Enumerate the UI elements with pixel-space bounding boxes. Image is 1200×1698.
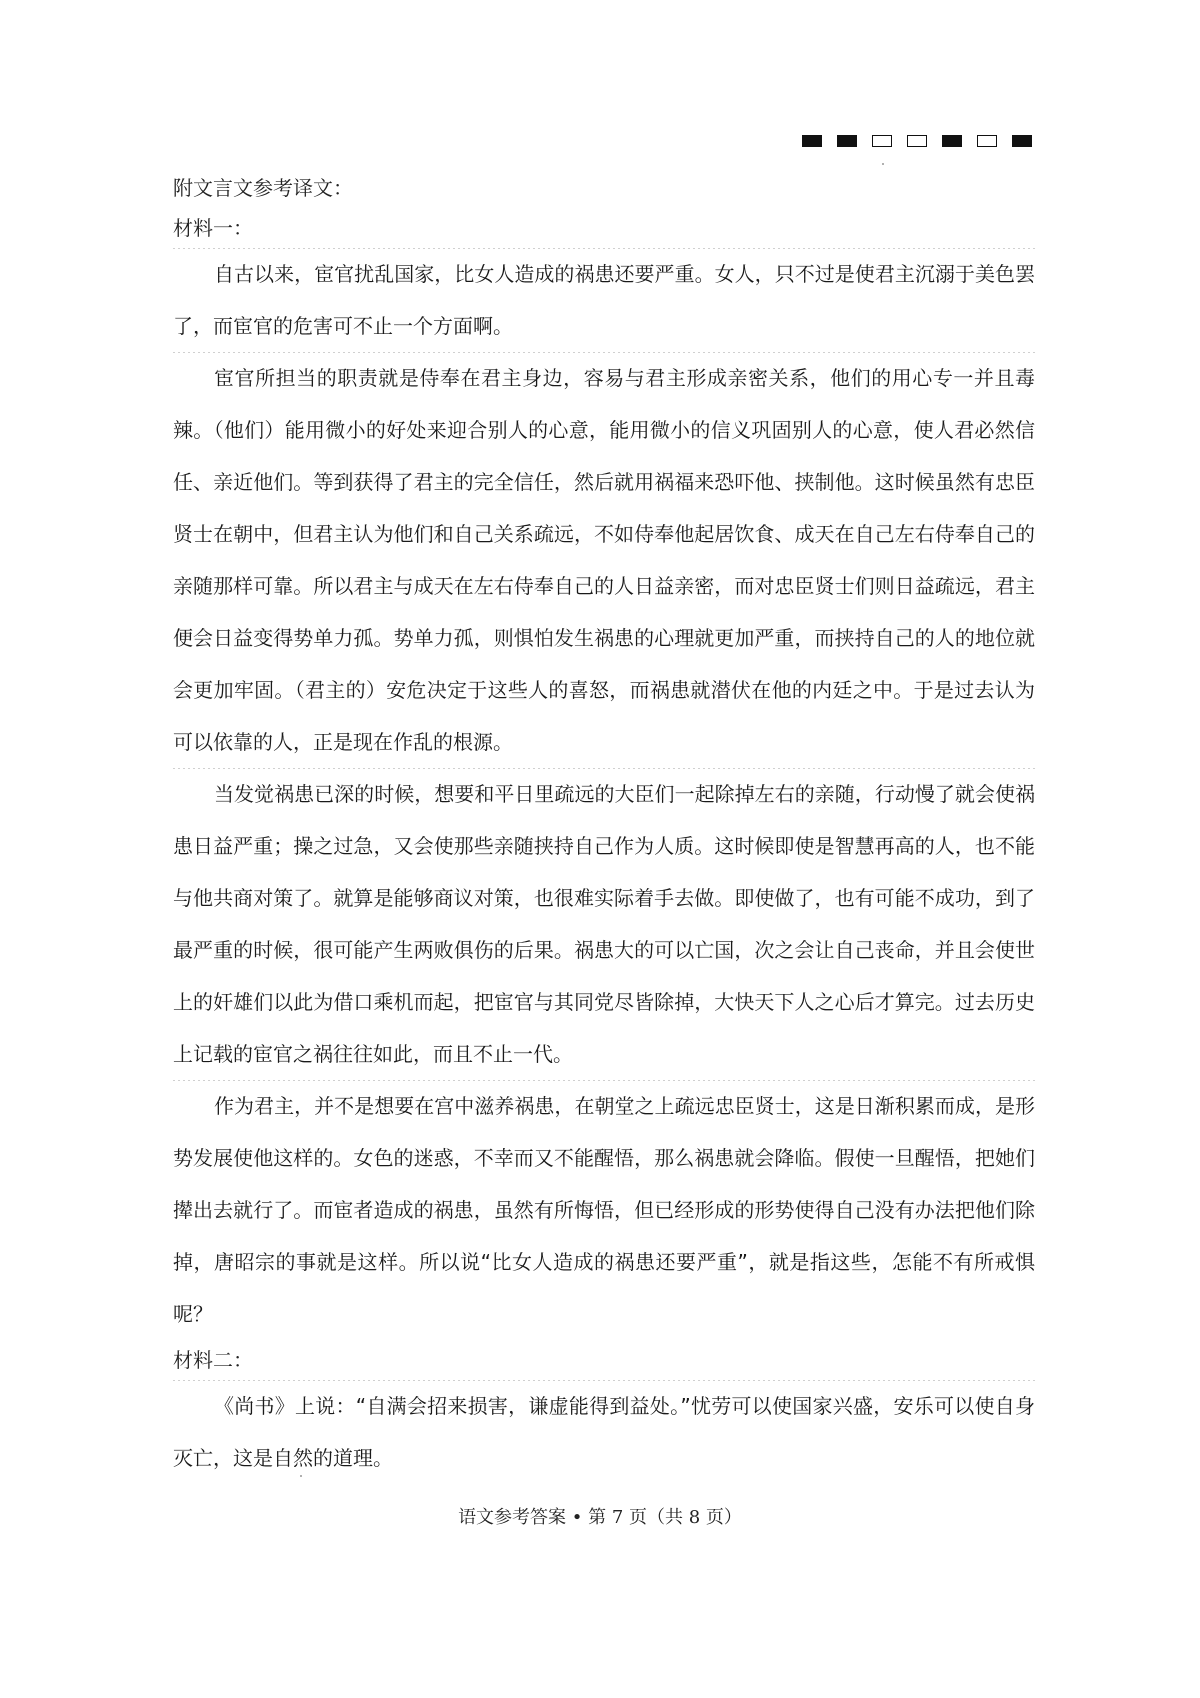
registration-mark: [837, 135, 857, 147]
registration-mark: [907, 135, 927, 147]
section-label: 材料二：: [173, 1348, 253, 1372]
paragraph: 当发觉祸患已深的时候，想要和平日里疏远的大臣们一起除掉左右的亲随，行动慢了就会使祸患日益严重；操之过急，又会使那些亲随挟持自己作为人质。这时候即使是智慧再高的人，也不能与他共商对策了。就算是能够商议对策，也很难实际着手去做。即使做了，也有可能不成功，到了最严重的时候，很可能产生两败俱伤的后果。祸患大的可以亡国，次之会让自己丧命，并且会使世上的奸雄们以此为借口乘机而起，把宦官与其同党尽皆除掉，大快天下人之心后才算完。过去历史上记载的宦官之祸往往如此，而且不止一代。: [173, 768, 1035, 1080]
registration-mark: [872, 135, 892, 147]
section-label: 材料一：: [173, 216, 253, 240]
page-heading: 附文言文参考译文：: [173, 176, 353, 200]
document-body: [173, 168, 1035, 1484]
registration-mark: [977, 135, 997, 147]
header-marks: [802, 135, 1032, 147]
page-footer: 语文参考答案 • 第 7 页（共 8 页）: [458, 1507, 742, 1528]
paragraph: 《尚书》上说：“自满会招来损害，谦虚能得到益处。”忧劳可以使国家兴盛，安乐可以使自身灭亡，这是自然的道理。: [173, 1380, 1035, 1484]
registration-mark: [1012, 135, 1032, 147]
scan-speck: [882, 163, 884, 165]
paragraph: 自古以来，宦官扰乱国家，比女人造成的祸患还要严重。女人，只不过是使君主沉溺于美色罢了，而宦官的危害可不止一个方面啊。: [173, 248, 1035, 352]
paragraph: 宦官所担当的职责就是侍奉在君主身边，容易与君主形成亲密关系，他们的用心专一并且毒辣。（他们）能用微小的好处来迎合别人的心意，能用微小的信义巩固别人的心意，使人君必然信任、亲近他们。等到获得了君主的完全信任，然后就用祸福来恐吓他、挟制他。这时候虽然有忠臣贤士在朝中，但君主认为他们和自己关系疏远，不如侍奉他起居饮食、成天在自己左右侍奉自己的亲随那样可靠。所以君主与成天在左右侍奉自己的人日益亲密，而对忠臣贤士们则日益疏远，君主便会日益变得势单力孤。势单力孤，则惧怕发生祸患的心理就更加严重，而挟持自己的人的地位就会更加牢固。（君主的）安危决定于这些人的喜怒，而祸患就潜伏在他的内廷之中。于是过去认为可以依靠的人，正是现在作乱的根源。: [173, 352, 1035, 768]
paragraph: 作为君主，并不是想要在宫中滋养祸患，在朝堂之上疏远忠臣贤士，这是日渐积累而成，是形势发展使他这样的。女色的迷惑，不幸而又不能醒悟，那么祸患就会降临。假使一旦醒悟，把她们撵出去就行了。而宦者造成的祸患，虽然有所悔悟，但已经形成的形势使得自己没有办法把他们除掉，唐昭宗的事就是这样。所以说“比女人造成的祸患还要严重”，就是指这些，怎能不有所戒惧呢？: [173, 1080, 1035, 1340]
registration-mark: [802, 135, 822, 147]
registration-mark: [942, 135, 962, 147]
